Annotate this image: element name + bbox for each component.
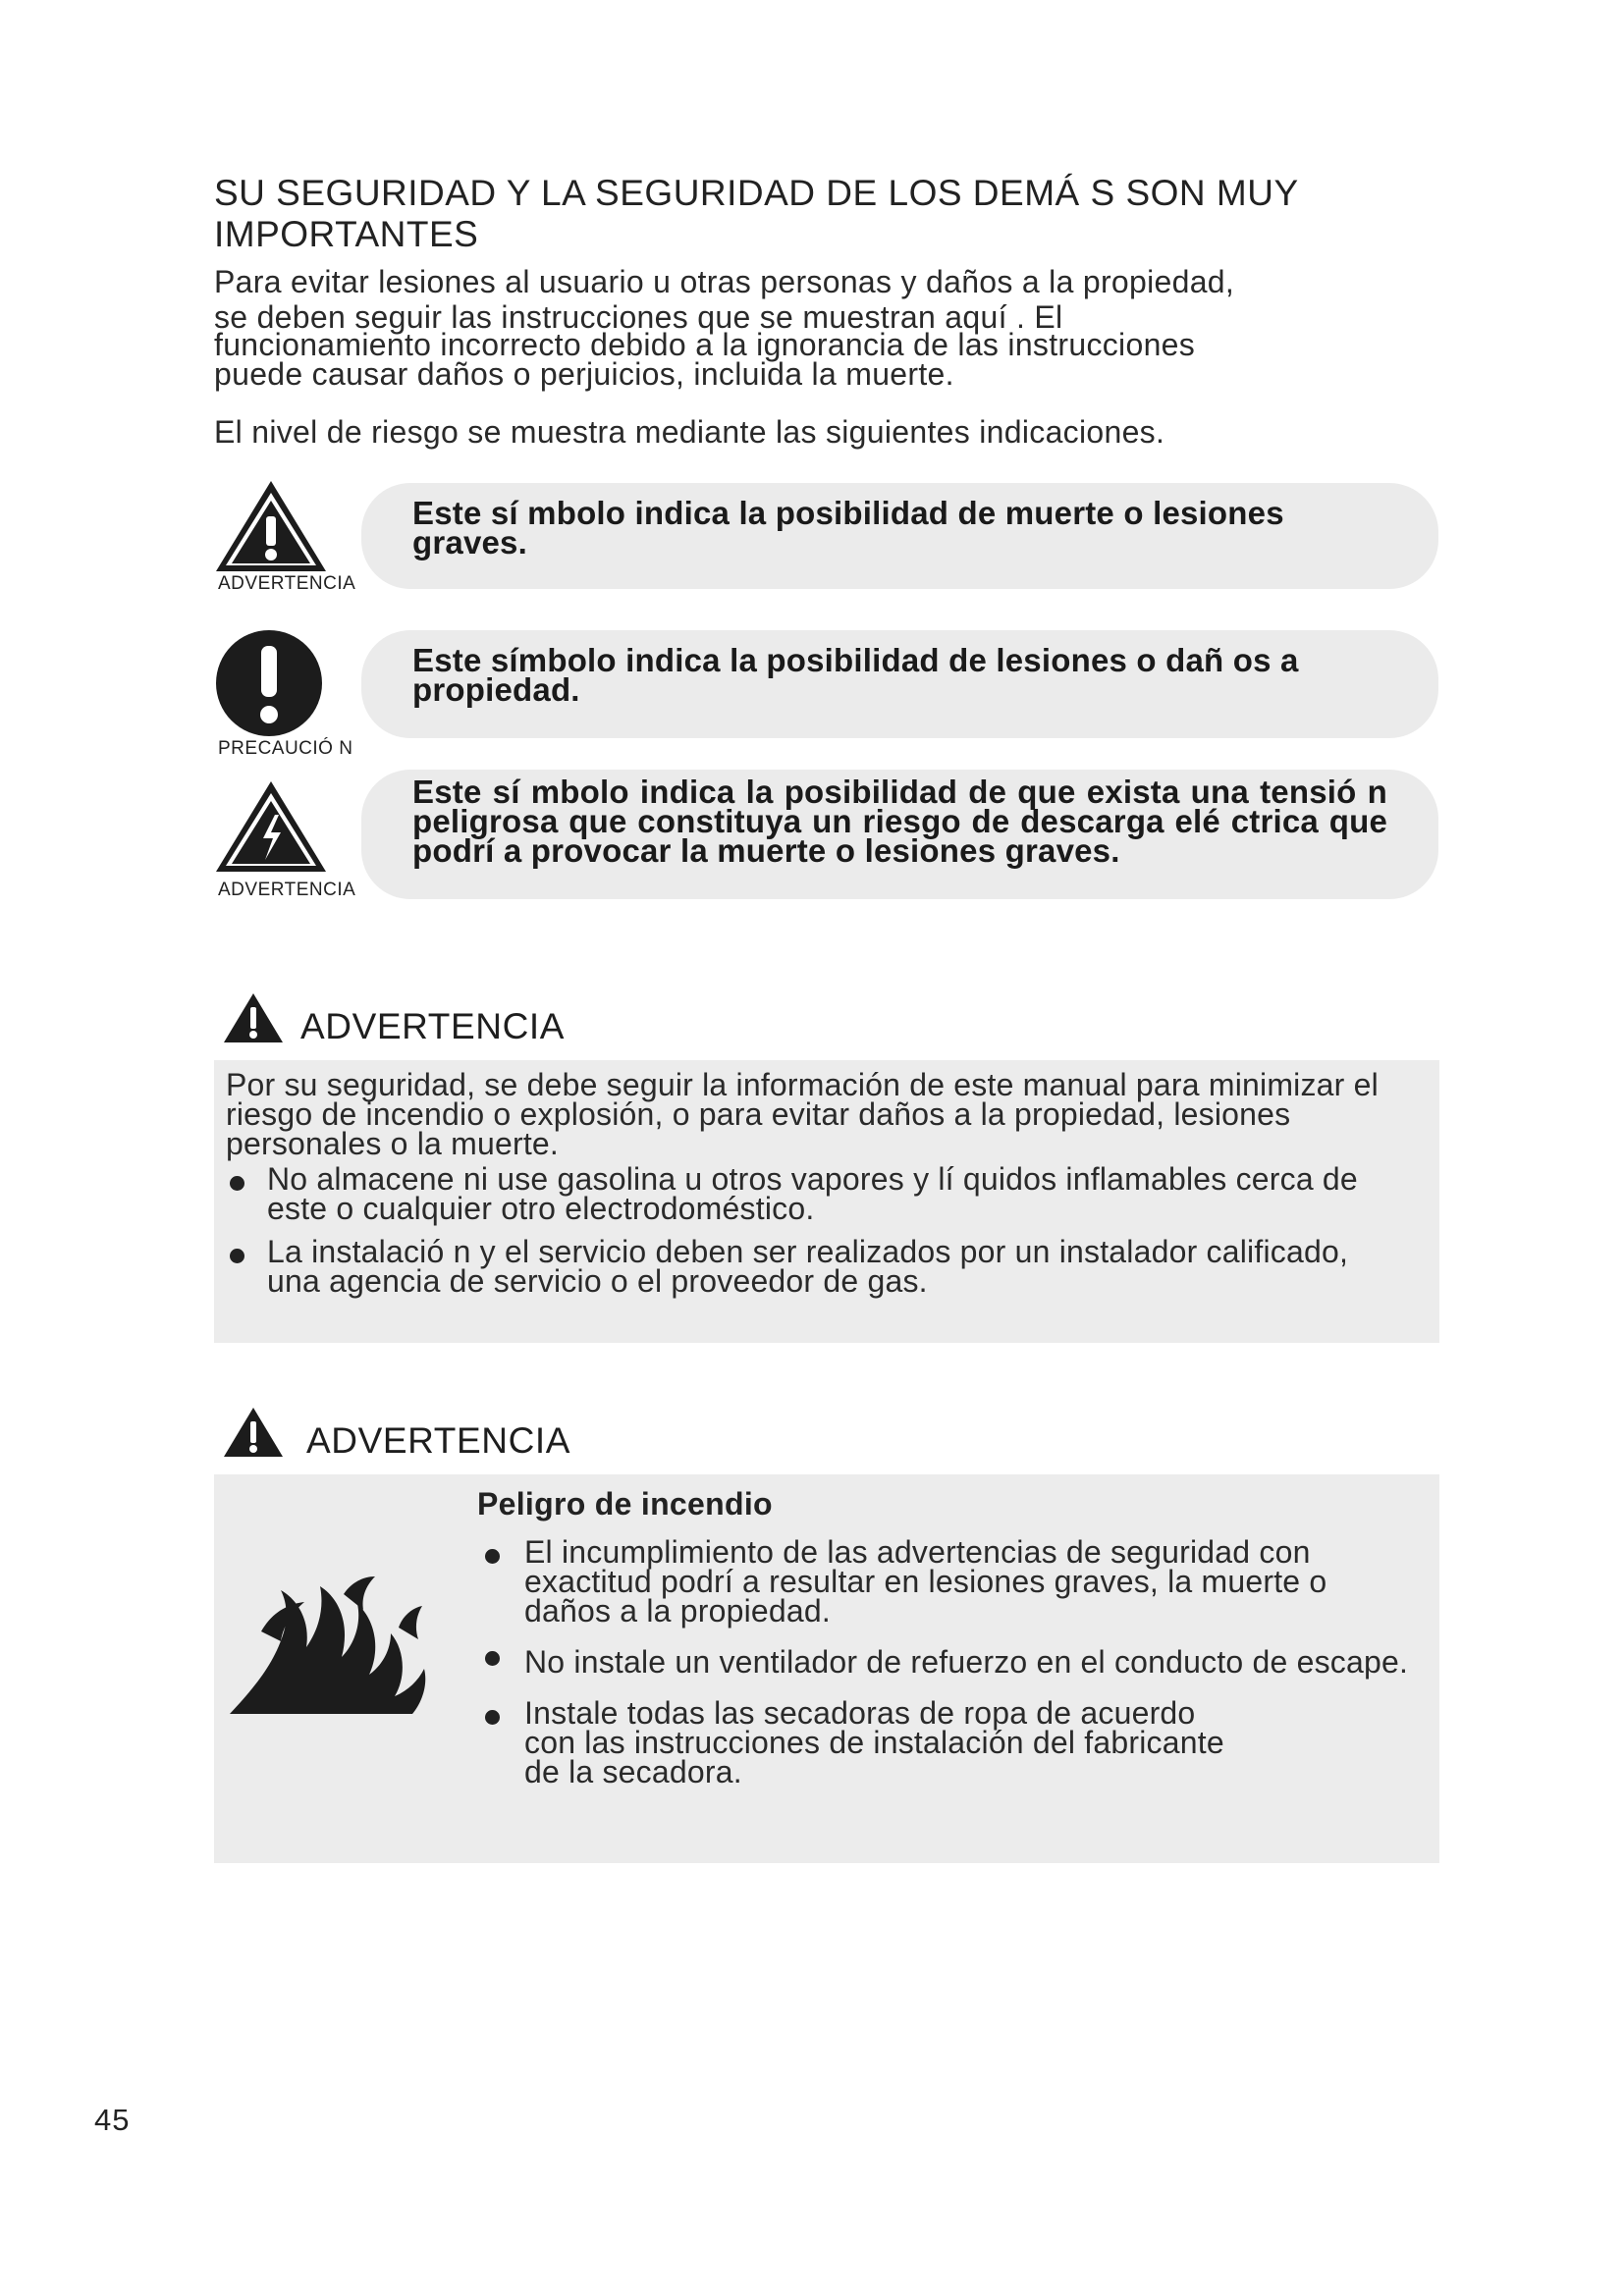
fire-bullet-list — [481, 1534, 1412, 1789]
list-item: El incumplimiento de las advertencias de seguridad con exactitud podrí a resultar en lesiones graves, la muerte o daños a la propiedad. — [481, 1537, 1412, 1626]
warning-bullet-list — [226, 1161, 1384, 1299]
intro-line-1: Para evitar lesiones al usuario u otras personas y daños a la propiedad, — [214, 264, 1235, 299]
page-title: SU SEGURIDAD Y LA SEGURIDAD DE LOS DEMÁ S SON MUY IMPORTANTES — [214, 173, 1298, 254]
symbol-description: Este símbolo indica la posibilidad de lesiones o dañ os a propiedad. — [361, 630, 1438, 738]
symbol-caption: PRECAUCIÓ N — [218, 738, 353, 759]
list-item: No almacene ni use gasolina u otros vapores y lí quidos inflamables cerca de este o cualquier otro electrodoméstico. — [226, 1164, 1384, 1223]
symbol-row-electric — [214, 770, 1436, 907]
symbol-row-warning — [214, 479, 1436, 599]
warning-triangle-icon — [222, 1406, 285, 1459]
caution-circle-icon — [214, 628, 371, 738]
warning-heading-1 — [222, 991, 565, 1047]
intro-line-2: se deben seguir las instrucciones que se muestran aquí . El — [214, 299, 1063, 335]
warning-triangle-icon — [222, 991, 285, 1044]
intro-line-3: funcionamiento incorrecto debido a la ignorancia de las instrucciones — [214, 327, 1196, 362]
symbol-row-caution — [214, 628, 1436, 766]
electric-shock-triangle-icon — [214, 779, 371, 874]
intro-line-4: puede causar daños o perjuicios, incluida la muerte. — [214, 356, 954, 392]
symbol-description: Este sí mbolo indica la posibilidad de muerte o lesiones graves. — [361, 483, 1438, 589]
warning-heading-text: ADVERTENCIA — [300, 1006, 566, 1046]
page-number: 45 — [94, 2103, 131, 2137]
symbol-caption: ADVERTENCIA — [218, 880, 356, 900]
list-item: No instale un ventilador de refuerzo en el conducto de escape. — [481, 1639, 1412, 1684]
list-item: La instalació n y el servicio deben ser realizados por un instalador calificado, una agencia de servicio o el proveedor de gas. — [226, 1237, 1384, 1296]
fire-hazard-title: Peligro de incendio — [477, 1486, 773, 1522]
warning-panel-1 — [214, 1060, 1439, 1343]
warning-panel-2 — [214, 1474, 1439, 1863]
fire-icon — [226, 1559, 442, 1721]
warning-heading-2 — [222, 1406, 570, 1462]
warning-heading-text: ADVERTENCIA — [306, 1420, 571, 1461]
warning-body: Por su seguridad, se debe seguir la información de este manual para minimizar el riesgo de incendio o explosión, o para evitar daños a la propiedad, lesiones personales o la muerte. — [226, 1067, 1379, 1161]
risk-levels-text: El nivel de riesgo se muestra mediante las siguientes indicaciones. — [214, 414, 1165, 450]
symbol-description: Este sí mbolo indica la posibilidad de que exista una tensió n peligrosa que constituya un riesgo de descarga elé ctrica que podrí a provocar la muerte o lesiones graves. — [361, 770, 1438, 899]
list-item: Instale todas las secadoras de ropa de acuerdo con las instrucciones de instalación del fabricante de la secadora. — [481, 1698, 1251, 1787]
symbol-caption: ADVERTENCIA — [218, 573, 356, 594]
warning-triangle-icon — [214, 479, 371, 573]
